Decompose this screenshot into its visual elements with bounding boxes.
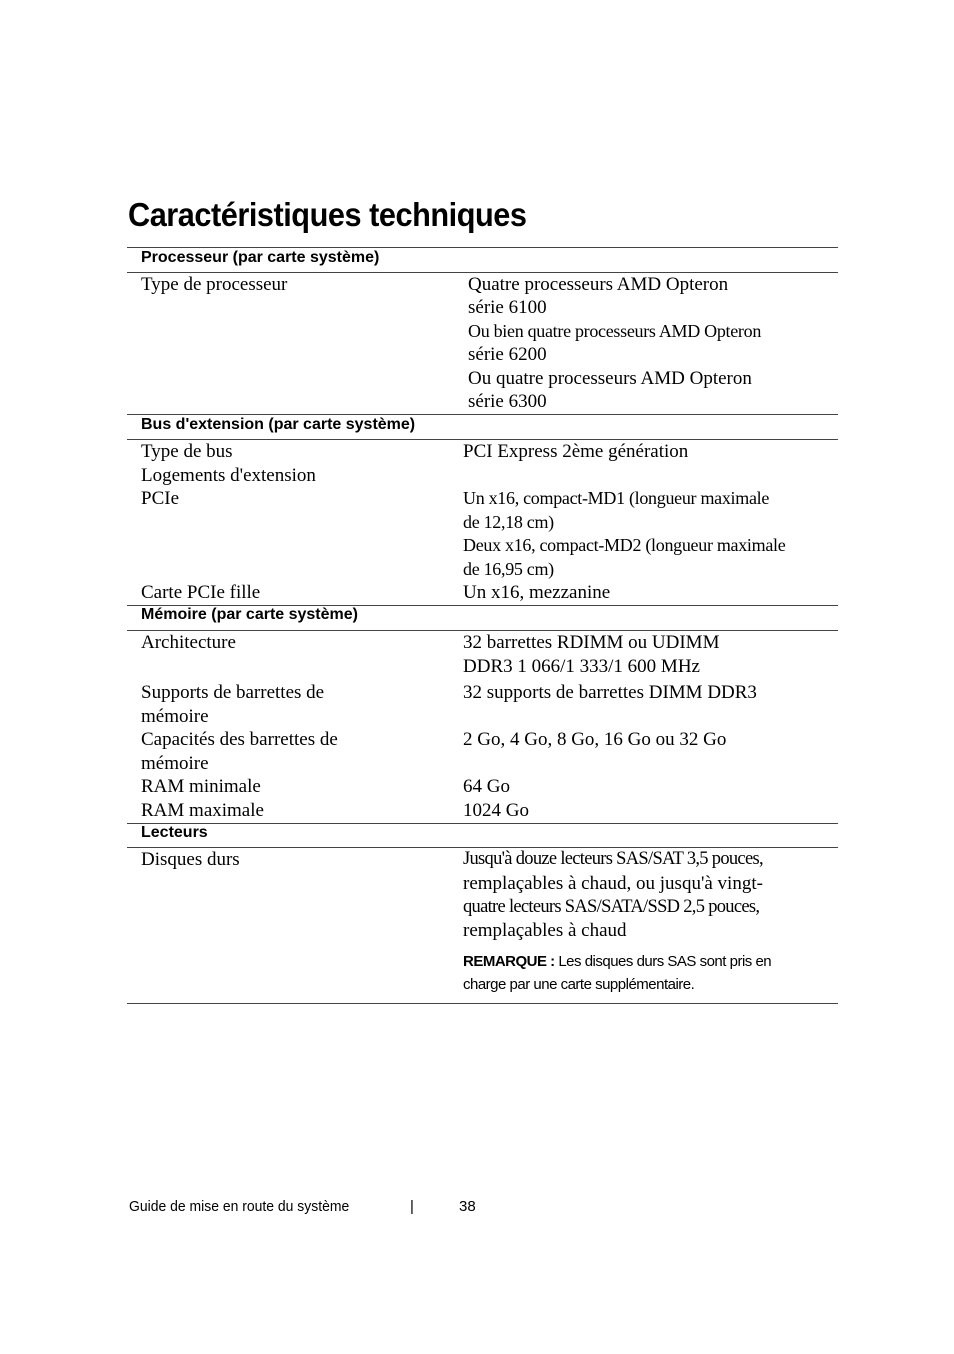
spec-label-line: mémoire [141, 706, 209, 727]
section-divider [127, 414, 838, 415]
section-divider [127, 823, 838, 824]
section-divider [127, 247, 838, 248]
section-heading-drives: Lecteurs [141, 824, 208, 841]
spec-label-line: PCIe [141, 488, 179, 509]
page-title: Caractéristiques techniques [128, 196, 527, 233]
page-number: 38 [459, 1198, 476, 1215]
spec-label-line: mémoire [141, 753, 209, 774]
spec-value-line: remplaçables à chaud [463, 920, 627, 941]
spec-label-line: Supports de barrettes de [141, 682, 325, 703]
spec-value-ram-max: 1024 Go [463, 800, 529, 821]
spec-label-line: Capacités des barrettes de [141, 729, 338, 750]
footer-separator: | [410, 1198, 414, 1215]
spec-value-line: de 12,18 cm) [463, 512, 554, 532]
spec-value-line: 32 barrettes RDIMM ou UDIMM [463, 632, 720, 653]
section-heading-memory: Mémoire (par carte système) [141, 606, 358, 623]
note-line: charge par une carte supplémentaire. [463, 976, 695, 993]
section-heading-processor: Processeur (par carte système) [141, 249, 380, 266]
spec-value-line: Un x16, compact-MD1 (longueur maximale [463, 488, 770, 508]
spec-value-line: Jusqu'à douze lecteurs SAS/SAT 3,5 pouces, [463, 849, 763, 869]
spec-value-line: Deux x16, compact-MD2 (longueur maximale [463, 535, 786, 555]
spec-value-line: série 6200 [468, 344, 547, 365]
spec-value-capacities: 2 Go, 4 Go, 8 Go, 16 Go ou 32 Go [463, 729, 727, 750]
note-line [463, 950, 771, 973]
spec-label-ram-max: RAM maximale [141, 800, 264, 821]
spec-label-bus-type: Type de bus [141, 441, 233, 462]
spec-label-ram-min: RAM minimale [141, 776, 261, 797]
spec-value-line: série 6300 [468, 391, 547, 412]
spec-label-processor-type: Type de processeur [141, 274, 288, 295]
spec-value-daughter-card: Un x16, mezzanine [463, 582, 611, 603]
spec-label-line: Logements d'extension [141, 465, 316, 486]
spec-value-line: Ou bien quatre processeurs AMD Opteron [468, 321, 762, 341]
spec-value-line: Ou quatre processeurs AMD Opteron [468, 368, 752, 389]
note-prefix: REMARQUE : [463, 953, 555, 970]
spec-label-architecture: Architecture [141, 632, 236, 653]
note-block [463, 950, 771, 996]
spec-value-line: remplaçables à chaud, ou jusqu'à vingt- [463, 873, 763, 894]
spec-label-hdd: Disques durs [141, 849, 240, 870]
spec-value-ram-min: 64 Go [463, 776, 510, 797]
spec-value-line: DDR3 1 066/1 333/1 600 MHz [463, 656, 700, 677]
table-bottom-rule [127, 1003, 838, 1004]
section-heading-expansion: Bus d'extension (par carte système) [141, 416, 416, 433]
spec-value-line: série 6100 [468, 297, 547, 318]
footer-doc-title: Guide de mise en route du système [129, 1198, 350, 1215]
spec-value-bus-type: PCI Express 2ème génération [463, 441, 689, 462]
note-text: Les disques durs SAS sont pris en [558, 953, 772, 970]
spec-value-line: quatre lecteurs SAS/SATA/SSD 2,5 pouces, [463, 897, 760, 917]
spec-value-line: de 16,95 cm) [463, 559, 554, 579]
spec-label-daughter-card: Carte PCIe fille [141, 582, 261, 603]
spec-value-line: Quatre processeurs AMD Opteron [468, 274, 729, 295]
spec-value-sockets: 32 supports de barrettes DIMM DDR3 [463, 682, 757, 703]
